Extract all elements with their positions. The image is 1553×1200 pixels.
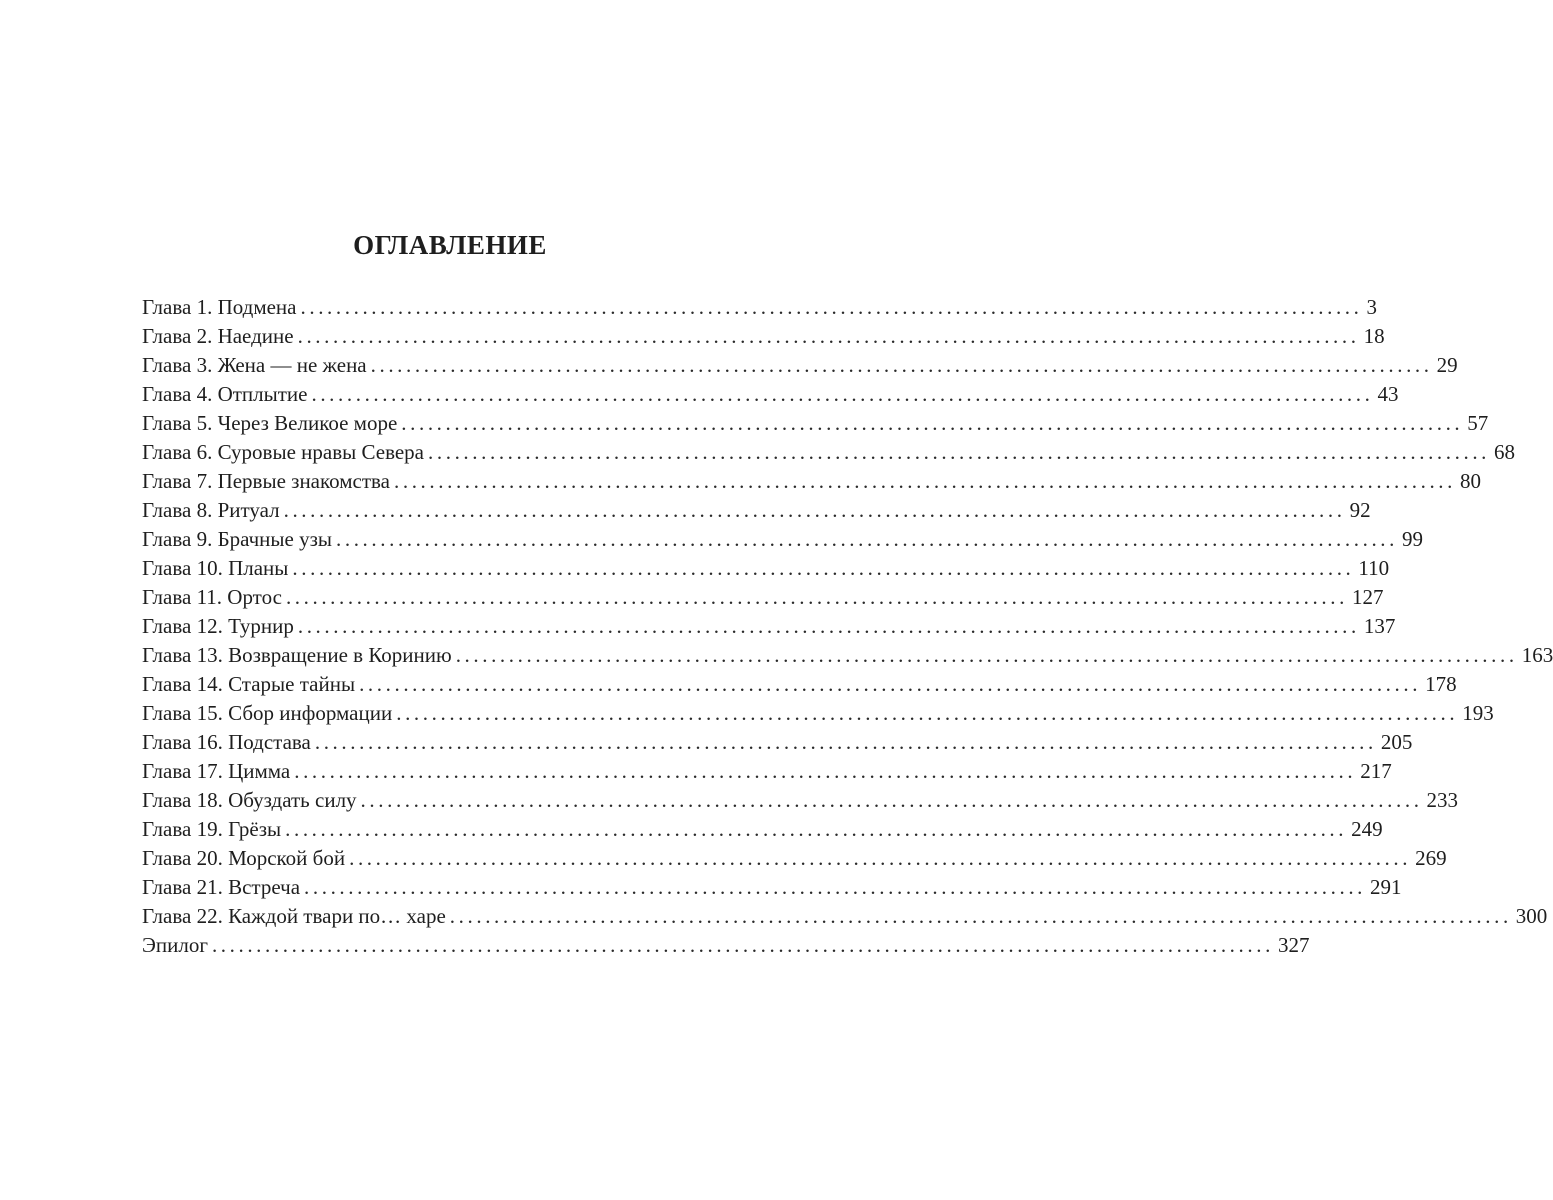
toc-entry-page-number: 57 (1467, 411, 1489, 435)
toc-entry[interactable] (142, 467, 1481, 496)
toc-entry[interactable] (142, 351, 1458, 380)
dot-leader: ........................................................................................................................ (349, 846, 1412, 870)
toc-entry-page-number: 43 (1377, 382, 1399, 406)
toc-entry-title: Глава 2. Наедине (142, 324, 294, 348)
toc-entry-page-number: 178 (1425, 672, 1457, 696)
toc-entry-title: Глава 9. Брачные узы (142, 527, 332, 551)
toc-entry[interactable] (142, 670, 1457, 699)
dot-leader: ........................................................................................................................ (285, 817, 1348, 841)
toc-entry[interactable] (142, 612, 1396, 641)
toc-entry-page-number: 217 (1360, 759, 1392, 783)
toc-entry-title: Глава 19. Грёзы (142, 817, 282, 841)
toc-entry[interactable] (142, 583, 1384, 612)
dot-leader: ........................................................................................................................ (336, 527, 1398, 551)
toc-entry[interactable] (142, 786, 1459, 815)
toc-entry[interactable] (142, 554, 1390, 583)
toc-entry-page-number: 291 (1370, 875, 1402, 899)
toc-entry-title: Глава 13. Возвращение в Коринию (142, 643, 452, 667)
toc-entry-page-number: 3 (1366, 295, 1377, 319)
dot-leader: ........................................................................................................................ (396, 701, 1459, 725)
toc-entry-title: Глава 8. Ритуал (142, 498, 280, 522)
toc-entry[interactable] (142, 641, 1553, 670)
toc-entry-title: Глава 3. Жена — не жена (142, 353, 367, 377)
toc-entry[interactable] (142, 873, 1402, 902)
toc-entry-title: Глава 15. Сбор информации (142, 701, 393, 725)
toc-entry-title: Глава 5. Через Великое море (142, 411, 398, 435)
toc-entry-title: Глава 4. Отплытие (142, 382, 308, 406)
toc-entry[interactable] (142, 438, 1516, 467)
toc-entry-title: Глава 21. Встреча (142, 875, 301, 899)
toc-entry[interactable] (142, 931, 1310, 960)
table-of-contents (142, 293, 1553, 960)
toc-entry-page-number: 127 (1351, 585, 1384, 609)
dot-leader: ........................................................................................................................ (401, 411, 1464, 435)
toc-entry[interactable] (142, 380, 1399, 409)
toc-entry-title: Глава 12. Турнир (142, 614, 294, 638)
toc-entry-title: Глава 14. Старые тайны (142, 672, 356, 696)
toc-entry-page-number: 29 (1436, 353, 1458, 377)
toc-entry-page-number: 249 (1351, 817, 1383, 841)
dot-leader: ........................................................................................................................ (294, 759, 1357, 783)
toc-entry[interactable] (142, 728, 1413, 757)
toc-entry[interactable] (142, 699, 1494, 728)
toc-entry[interactable] (142, 902, 1548, 931)
dot-leader: ........................................................................................................................ (297, 324, 1360, 348)
toc-entry-page-number: 80 (1460, 469, 1481, 493)
toc-entry-page-number: 92 (1349, 498, 1371, 522)
toc-entry[interactable] (142, 322, 1385, 351)
dot-leader: ........................................................................................................................ (359, 672, 1422, 696)
toc-entry-title: Глава 18. Обуздать силу (142, 788, 357, 812)
toc-entry-page-number: 137 (1363, 614, 1396, 638)
toc-entry-page-number: 110 (1358, 556, 1390, 580)
page-title: ОГЛАВЛЕНИЕ (353, 230, 547, 260)
toc-entry-title: Эпилог (142, 933, 208, 957)
toc-entry-title: Глава 1. Подмена (142, 295, 297, 319)
dot-leader: ........................................................................................................................ (300, 295, 1363, 319)
dot-leader: ........................................................................................................................ (297, 614, 1360, 638)
toc-entry-page-number: 99 (1402, 527, 1423, 551)
toc-entry-page-number: 163 (1521, 643, 1553, 667)
dot-leader: ........................................................................................................................ (360, 788, 1423, 812)
dot-leader: ........................................................................................................................ (292, 556, 1355, 580)
toc-entry[interactable] (142, 293, 1377, 322)
toc-entry-page-number: 205 (1380, 730, 1413, 754)
toc-entry-page-number: 193 (1462, 701, 1494, 725)
dot-leader: ........................................................................................................................ (314, 730, 1377, 754)
toc-entry-title: Глава 16. Подстава (142, 730, 311, 754)
toc-entry[interactable] (142, 757, 1392, 786)
dot-leader: ........................................................................................................................ (370, 353, 1433, 377)
toc-entry-title: Глава 7. Первые знакомства (142, 469, 390, 493)
toc-entry[interactable] (142, 525, 1423, 554)
toc-entry-page-number: 327 (1277, 933, 1310, 957)
dot-leader: ........................................................................................................................ (285, 585, 1348, 609)
toc-entry-title: Глава 11. Ортос (142, 585, 282, 609)
toc-entry[interactable] (142, 844, 1447, 873)
toc-entry-page-number: 300 (1515, 904, 1548, 928)
toc-entry[interactable] (142, 409, 1489, 438)
toc-entry-title: Глава 22. Каждой твари по… харе (142, 904, 446, 928)
dot-leader: ........................................................................................................................ (211, 933, 1274, 957)
toc-entry-title: Глава 17. Цимма (142, 759, 291, 783)
dot-leader: ........................................................................................................................ (449, 904, 1512, 928)
dot-leader: ........................................................................................................................ (455, 643, 1518, 667)
dot-leader: ........................................................................................................................ (304, 875, 1367, 899)
toc-entry-page-number: 18 (1363, 324, 1385, 348)
toc-entry-title: Глава 10. Планы (142, 556, 289, 580)
toc-entry-title: Глава 6. Суровые нравы Севера (142, 440, 425, 464)
toc-entry-page-number: 269 (1415, 846, 1447, 870)
toc-entry[interactable] (142, 496, 1371, 525)
dot-leader: ........................................................................................................................ (428, 440, 1491, 464)
toc-entry-title: Глава 20. Морской бой (142, 846, 346, 870)
dot-leader: ........................................................................................................................ (311, 382, 1374, 406)
dot-leader: ........................................................................................................................ (394, 469, 1456, 493)
toc-entry-page-number: 68 (1494, 440, 1516, 464)
dot-leader: ........................................................................................................................ (283, 498, 1346, 522)
toc-entry[interactable] (142, 815, 1383, 844)
toc-entry-page-number: 233 (1426, 788, 1459, 812)
